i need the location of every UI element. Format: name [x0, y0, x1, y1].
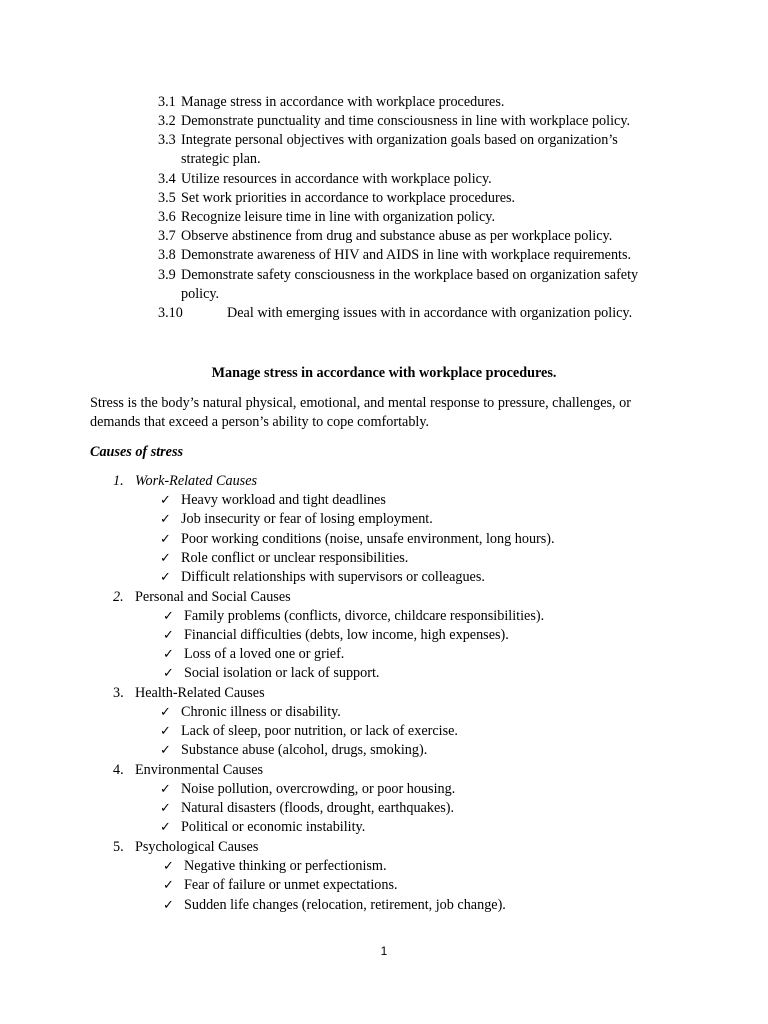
checkmark-icon: ✓: [163, 628, 174, 643]
cause-item: Financial difficulties (debts, low income, high expenses).: [184, 627, 509, 643]
cause-title: Health-Related Causes: [135, 685, 265, 701]
outcome-text: Demonstrate safety consciousness in the workplace based on organization safety: [181, 267, 639, 283]
cause-item: Job insecurity or fear of losing employment.: [181, 511, 433, 527]
cause-item: Noise pollution, overcrowding, or poor housing.: [181, 781, 456, 797]
checkmark-icon: ✓: [163, 859, 174, 874]
cause-item: Social isolation or lack of support.: [184, 665, 380, 681]
outcome-text: Utilize resources in accordance with workplace policy.: [181, 171, 492, 187]
cause-item: Family problems (conflicts, divorce, childcare responsibilities).: [184, 608, 545, 624]
outcome-number: 3.6: [158, 209, 176, 225]
checkmark-icon: ✓: [160, 570, 171, 585]
outcome-text: Recognize leisure time in line with organization policy.: [181, 209, 496, 225]
cause-number: 5.: [113, 839, 124, 855]
cause-item: Fear of failure or unmet expectations.: [184, 877, 398, 893]
cause-item: Substance abuse (alcohol, drugs, smoking).: [181, 742, 428, 758]
outcome-text-continuation: policy.: [181, 286, 220, 302]
outcome-number: 3.1: [158, 94, 176, 110]
definition-line: demands that exceed a person’s ability to cope comfortably.: [90, 414, 430, 430]
outcome-text: Demonstrate awareness of HIV and AIDS in line with workplace requirements.: [181, 247, 632, 263]
cause-item: Chronic illness or disability.: [181, 704, 341, 720]
checkmark-icon: ✓: [160, 801, 171, 816]
outcome-text: Deal with emerging issues with in accordance with organization policy.: [227, 305, 633, 321]
checkmark-icon: ✓: [160, 532, 171, 547]
outcome-text: Demonstrate punctuality and time consciousness in line with workplace policy.: [181, 113, 631, 129]
checkmark-icon: ✓: [160, 820, 171, 835]
checkmark-icon: ✓: [163, 609, 174, 624]
cause-item: Loss of a loved one or grief.: [184, 646, 345, 662]
checkmark-icon: ✓: [160, 782, 171, 797]
cause-item: Heavy workload and tight deadlines: [181, 492, 386, 508]
cause-number: 3.: [113, 685, 124, 701]
outcome-number: 3.9: [158, 267, 176, 283]
outcome-text: Observe abstinence from drug and substance abuse as per workplace policy.: [181, 228, 613, 244]
checkmark-icon: ✓: [160, 724, 171, 739]
outcome-number: 3.2: [158, 113, 176, 129]
outcome-text: Set work priorities in accordance to workplace procedures.: [181, 190, 516, 206]
cause-title: Personal and Social Causes: [135, 589, 291, 605]
outcome-number: 3.8: [158, 247, 176, 263]
checkmark-icon: ✓: [160, 743, 171, 758]
outcome-number: 3.5: [158, 190, 176, 206]
outcome-number: 3.4: [158, 171, 176, 187]
cause-title: Work-Related Causes: [135, 473, 258, 489]
checkmark-icon: ✓: [160, 493, 171, 508]
cause-item: Poor working conditions (noise, unsafe environment, long hours).: [181, 531, 555, 547]
outcome-number: 3.7: [158, 228, 176, 244]
cause-item: Negative thinking or perfectionism.: [184, 858, 387, 874]
section-heading: Manage stress in accordance with workplace procedures.: [211, 365, 557, 381]
checkmark-icon: ✓: [163, 898, 174, 913]
cause-item: Role conflict or unclear responsibilities.: [181, 550, 409, 566]
checkmark-icon: ✓: [163, 666, 174, 681]
outcome-text: Integrate personal objectives with organization goals based on organization’s: [181, 132, 618, 148]
outcome-number: 3.10: [158, 305, 183, 321]
page-number: 1: [380, 944, 388, 958]
cause-item: Sudden life changes (relocation, retirement, job change).: [184, 897, 506, 913]
outcome-number: 3.3: [158, 132, 176, 148]
checkmark-icon: ✓: [160, 705, 171, 720]
cause-number: 1.: [113, 473, 124, 489]
checkmark-icon: ✓: [160, 512, 171, 527]
definition-line: Stress is the body’s natural physical, emotional, and mental response to pressure, challenges, or: [90, 395, 631, 411]
cause-item: Difficult relationships with supervisors or colleagues.: [181, 569, 485, 585]
cause-number: 2.: [113, 589, 124, 605]
cause-title: Environmental Causes: [135, 762, 264, 778]
checkmark-icon: ✓: [163, 647, 174, 662]
cause-title: Psychological Causes: [135, 839, 259, 855]
cause-item: Lack of sleep, poor nutrition, or lack of exercise.: [181, 723, 458, 739]
cause-item: Natural disasters (floods, drought, earthquakes).: [181, 800, 455, 816]
cause-item: Political or economic instability.: [181, 819, 366, 835]
causes-title: Causes of stress: [90, 444, 184, 460]
outcome-text: Manage stress in accordance with workplace procedures.: [181, 94, 505, 110]
outcome-text-continuation: strategic plan.: [181, 151, 261, 167]
checkmark-icon: ✓: [160, 551, 171, 566]
checkmark-icon: ✓: [163, 878, 174, 893]
cause-number: 4.: [113, 762, 124, 778]
